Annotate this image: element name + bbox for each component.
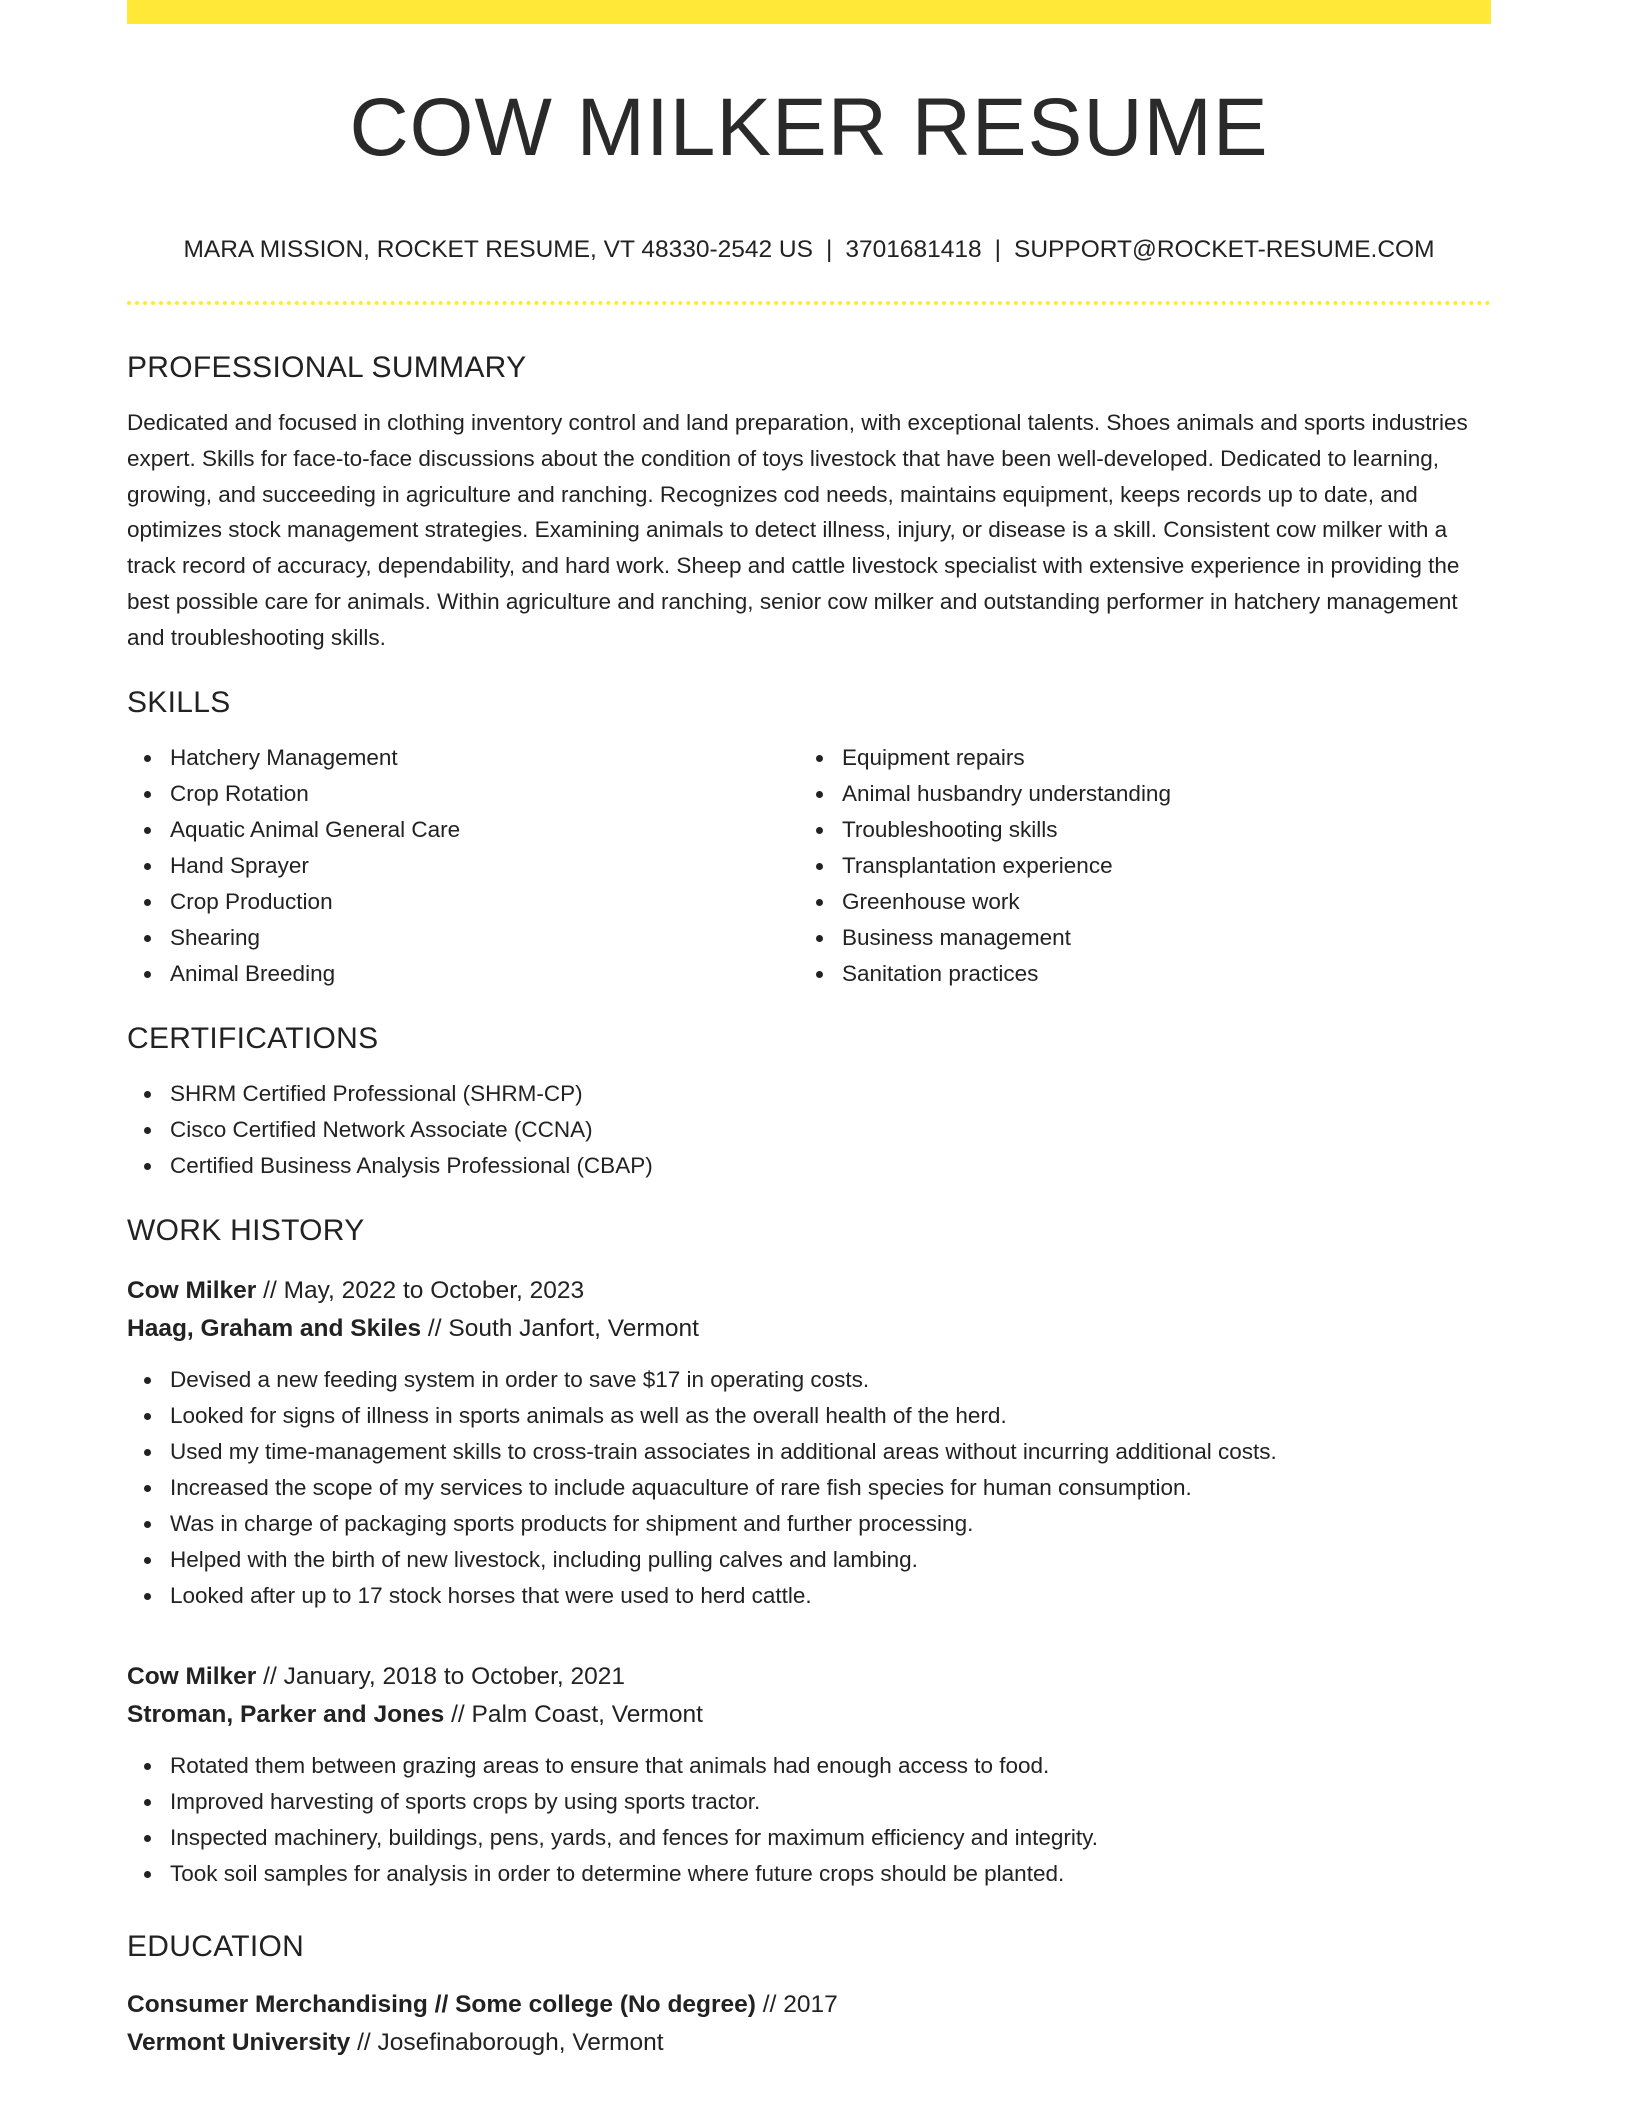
job-location: // South Janfort, Vermont <box>421 1314 699 1342</box>
skills-list-left <box>127 740 799 992</box>
job-dates: // May, 2022 to October, 2023 <box>256 1276 585 1304</box>
skills-column-right <box>799 740 1471 992</box>
skill-item: Shearing <box>127 920 799 956</box>
education-degree-line <box>127 1986 1491 2024</box>
skill-item: Hatchery Management <box>127 740 799 776</box>
section-heading-summary: PROFESSIONAL SUMMARY <box>127 351 527 384</box>
job-duty-item: Helped with the birth of new livestock, including pulling calves and lambing. <box>127 1542 1491 1578</box>
accent-top-bar <box>127 0 1491 24</box>
skill-item: Sanitation practices <box>799 956 1471 992</box>
summary-text: Dedicated and focused in clothing inventory control and land preparation, with exceptional talents. Shoes animals and sports industries expert. Skills for face-to-face discussions about the condition of toys livestock that have been well-developed. Dedicated to learning, growing, and succeeding in agriculture and ranching. Recognizes cod needs, maintains equipment, keeps records up to date, and optimizes stock management strategies. Examining animals to detect illness, injury, or disease is a skill. Consistent cow milker with a track record of accuracy, dependability, and hard work. Sheep and cattle livestock specialist with extensive experience in providing the best possible care for animals. Within agriculture and ranching, senior cow milker and outstanding performer in hatchery management and troubleshooting skills. <box>127 410 1468 650</box>
job-duties-list <box>127 1748 1491 1892</box>
skills-column-left <box>127 740 799 992</box>
job-location: // Palm Coast, Vermont <box>444 1700 703 1728</box>
skill-item: Animal husbandry understanding <box>799 776 1471 812</box>
education-school: Vermont University <box>127 2028 351 2056</box>
contact-phone: 3701681418 <box>845 236 982 263</box>
skills-list-right <box>799 740 1471 992</box>
education-school-line <box>127 2024 1491 2062</box>
resume-title: COW MILKER RESUME <box>349 82 1269 173</box>
job-duty-item: Inspected machinery, buildings, pens, yards, and fences for maximum efficiency and integrity. <box>127 1820 1491 1856</box>
skill-item: Greenhouse work <box>799 884 1471 920</box>
job-duty-item: Improved harvesting of sports crops by using sports tractor. <box>127 1784 1491 1820</box>
certification-item: Cisco Certified Network Associate (CCNA) <box>127 1112 1491 1148</box>
job-entry <box>127 1658 1491 1892</box>
skills-grid <box>127 740 1491 992</box>
resume-page <box>127 0 1491 2062</box>
job-duty-item: Increased the scope of my services to include aquaculture of rare fish species for human consumption. <box>127 1470 1491 1506</box>
job-duty-item: Was in charge of packaging sports products for shipment and further processing. <box>127 1506 1491 1542</box>
section-heading-work-history: WORK HISTORY <box>127 1213 365 1247</box>
job-title-line <box>127 1658 1491 1696</box>
skill-item: Animal Breeding <box>127 956 799 992</box>
section-heading-skills: SKILLS <box>127 685 231 719</box>
job-duty-item: Used my time-management skills to cross-train associates in additional areas without incurring additional costs. <box>127 1434 1491 1470</box>
job-employer-line <box>127 1696 1491 1734</box>
job-duties-list <box>127 1362 1491 1614</box>
contact-separator: | <box>994 236 1001 263</box>
job-duty-item: Looked for signs of illness in sports animals as well as the overall health of the herd. <box>127 1398 1491 1434</box>
job-duty-item: Looked after up to 17 stock horses that were used to herd cattle. <box>127 1578 1491 1614</box>
skill-item: Business management <box>799 920 1471 956</box>
job-title: Cow Milker <box>127 1276 257 1304</box>
education-location: // Josefinaborough, Vermont <box>350 2028 664 2056</box>
dotted-divider <box>127 301 1491 305</box>
contact-separator: | <box>825 236 833 263</box>
certifications-list <box>127 1076 1491 1184</box>
skill-item: Equipment repairs <box>799 740 1471 776</box>
job-dates: // January, 2018 to October, 2021 <box>256 1662 625 1690</box>
contact-email: SUPPORT@ROCKET-RESUME.COM <box>1013 236 1435 263</box>
job-employer: Stroman, Parker and Jones <box>127 1700 445 1728</box>
job-title: Cow Milker <box>127 1662 257 1690</box>
section-heading-education: EDUCATION <box>127 1929 305 1963</box>
job-duty-item: Devised a new feeding system in order to save $17 in operating costs. <box>127 1362 1491 1398</box>
skill-item: Troubleshooting skills <box>799 812 1471 848</box>
job-employer: Haag, Graham and Skiles <box>127 1314 422 1342</box>
education-degree: Consumer Merchandising // Some college (No degree) <box>127 1990 756 2018</box>
job-duty-item: Took soil samples for analysis in order to determine where future crops should be planted. <box>127 1856 1491 1892</box>
skill-item: Transplantation experience <box>799 848 1471 884</box>
skill-item: Hand Sprayer <box>127 848 799 884</box>
certification-item: SHRM Certified Professional (SHRM-CP) <box>127 1076 1491 1112</box>
job-employer-line <box>127 1310 1491 1348</box>
contact-address: MARA MISSION, ROCKET RESUME, VT 48330-2542 US <box>183 236 813 263</box>
skill-item: Aquatic Animal General Care <box>127 812 799 848</box>
education-year: // 2017 <box>755 1990 838 2018</box>
job-entry <box>127 1272 1491 1614</box>
skill-item: Crop Rotation <box>127 776 799 812</box>
contact-line <box>127 234 1491 266</box>
job-duty-item: Rotated them between grazing areas to ensure that animals had enough access to food. <box>127 1748 1491 1784</box>
certification-item: Certified Business Analysis Professional (CBAP) <box>127 1148 1491 1184</box>
job-title-line <box>127 1272 1491 1310</box>
skill-item: Crop Production <box>127 884 799 920</box>
section-heading-certifications: CERTIFICATIONS <box>127 1021 379 1055</box>
